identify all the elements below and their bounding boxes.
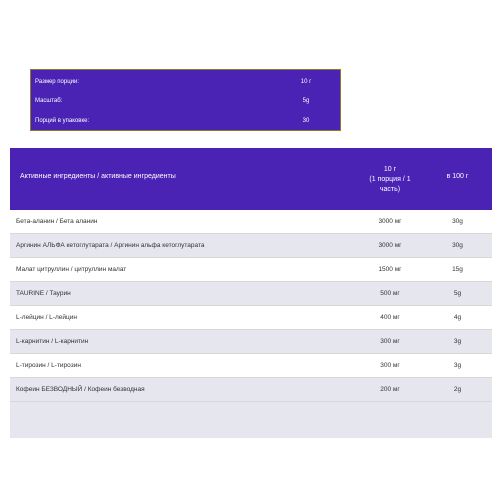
ingredient-per-100g: 2g (453, 386, 462, 393)
ingredient-per-serving: 400 мг (380, 314, 400, 321)
ingredient-per-100g: 30g (452, 242, 463, 249)
serving-info-box (30, 69, 341, 131)
header-per-serving-line1: 10 г (383, 166, 397, 173)
table-row (10, 330, 492, 354)
table-row (10, 258, 492, 282)
ingredient-name: Малат цитруллин / цитруллин малат (16, 266, 127, 273)
table-row (10, 282, 492, 306)
header-per-100g: в 100 г (446, 173, 469, 180)
table-row (10, 306, 492, 330)
table-row (10, 378, 492, 402)
servings-per-container-value: 30 (302, 118, 310, 124)
ingredient-name: L-лейцин / L-лейцин (16, 314, 77, 321)
ingredient-name: TAURINE / Таурин (16, 290, 71, 297)
servings-per-container-label: Порций в упаковке: (35, 118, 90, 124)
ingredient-per-serving: 3000 мг (378, 218, 402, 225)
header-per-serving (350, 165, 430, 195)
table-header (10, 148, 492, 210)
table-footer-spacer (10, 402, 492, 438)
ingredient-per-100g: 30g (452, 218, 463, 225)
header-per-serving-line2: (1 порция / 1 (369, 176, 411, 183)
ingredient-per-serving: 300 мг (380, 362, 400, 369)
scale-label: Масштаб: (35, 98, 63, 104)
ingredient-per-serving: 1500 мг (378, 266, 402, 273)
scale-row (35, 95, 336, 107)
ingredients-table (10, 148, 492, 438)
serving-size-value: 10 г (300, 79, 312, 85)
table-row (10, 234, 492, 258)
header-ingredients: Активные ингредиенты / активные ингредиенты (20, 173, 176, 180)
ingredient-name: Кофеин БЕЗВОДНЫЙ / Кофеин безводная (16, 386, 145, 393)
serving-size-row (35, 76, 336, 88)
ingredient-per-100g: 3g (453, 362, 462, 369)
ingredient-name: L-тирозин / L-тирозин (16, 362, 81, 369)
ingredient-name: Аргинин АЛЬФА кетоглутарата / Аргинин альфа кетоглутарата (16, 242, 205, 249)
ingredient-per-serving: 300 мг (380, 338, 400, 345)
serving-size-label: Размер порции: (35, 79, 80, 85)
header-per-serving-line3: часть) (379, 186, 401, 193)
table-row (10, 210, 492, 234)
ingredient-per-100g: 15g (452, 266, 463, 273)
ingredient-per-100g: 3g (453, 338, 462, 345)
ingredient-per-serving: 500 мг (380, 290, 400, 297)
table-row (10, 354, 492, 378)
ingredient-per-100g: 4g (453, 314, 462, 321)
ingredient-per-serving: 200 мг (380, 386, 400, 393)
ingredient-per-100g: 5g (453, 290, 462, 297)
scale-value: 5g (302, 98, 310, 104)
ingredient-per-serving: 3000 мг (378, 242, 402, 249)
ingredient-name: Бета-аланин / Бета аланин (16, 218, 98, 225)
servings-per-container-row (35, 115, 336, 127)
ingredient-name: L-карнитин / L-карнитин (16, 338, 89, 345)
